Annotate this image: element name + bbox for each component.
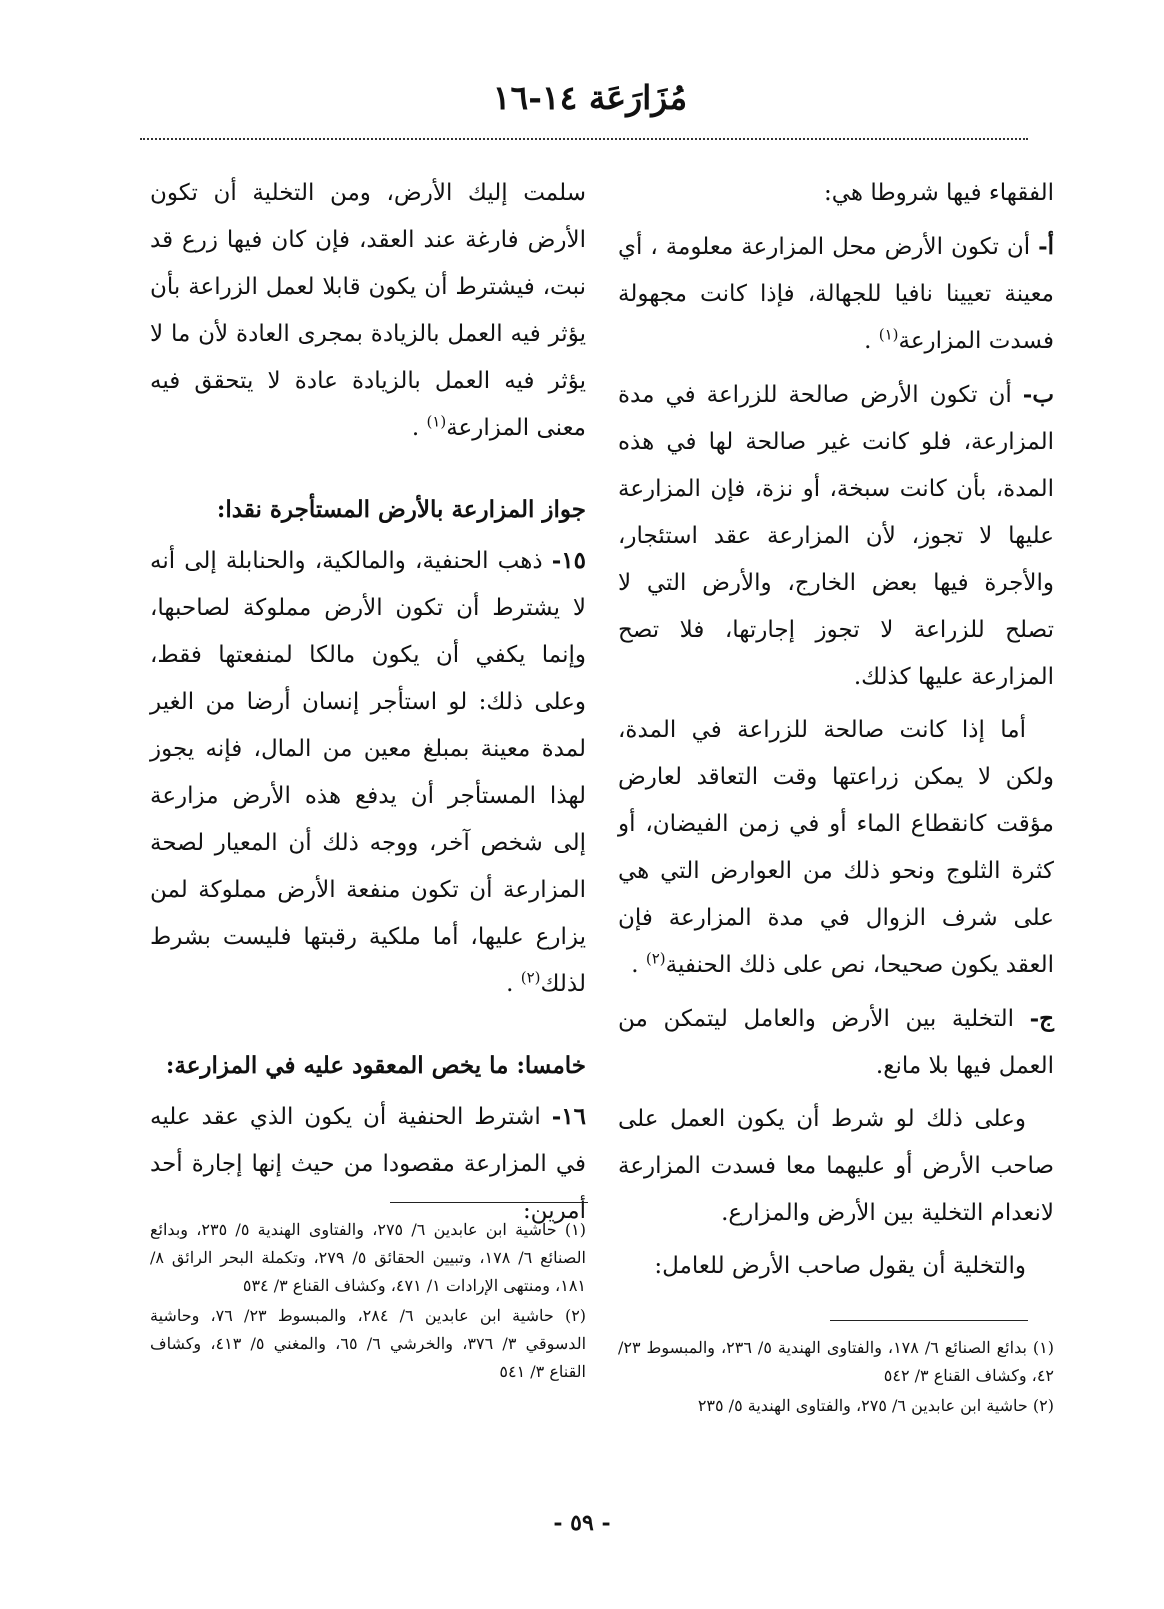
footnote-ref: (١) (426, 412, 447, 431)
page-number: - ٥٩ - (553, 1510, 611, 1536)
footnote-rule-left (390, 1202, 588, 1203)
right-column (618, 170, 1054, 1296)
paragraph-text: سلمت إليك الأرض، ومن التخلية أن تكون الأرض فارغة عند العقد، فإن كان فيها زرع قد نبت، فيشترط أن يكون قابلا لعمل الزراعة بأن يؤثر فيه العمل بالزيادة بمجرى العادة لأن ما لا يؤثر فيه العمل بالزيادة عادة لا يتحقق فيه معنى المزارعة (150, 180, 586, 441)
running-header: مُزَارَعَة ١٤-١٦ (492, 78, 688, 117)
footnote: (١) حاشية ابن عابدين ٦/ ٢٧٥، والفتاوى الهندية ٥/ ٢٣٥، وبدائع الصنائع ٦/ ١٧٨، وتبيين الحقائق ٥/ ٢٧٩، وتكملة البحر الرائق ٨/ ١٨١، ومنتهى الإرادات ١/ ٤٧١، وكشاف القناع ٣/ ٥٣٤ (150, 1220, 587, 1295)
paragraph-text: أن تكون الأرض صالحة للزراعة في مدة المزارعة، فلو كانت غير صالحة لها في هذه المدة، بأن كانت سبخة، أو نزة، فإن المزارعة عليها لا تجوز، لأن المزارعة عقد استئجار، والأجرة فيها بعض الخارج، والأرض التي لا تصلح للزراعة لا تجوز إجارتها، فلا تصح المزارعة عليها كذلك. (618, 382, 1054, 690)
paragraph (618, 1096, 1054, 1237)
paragraph-text: أن تكون الأرض محل المزارعة معلومة ، أي معينة تعيينا نافيا للجهالة، فإذا كانت مجهولة فسدت المزارعة (618, 234, 1054, 354)
punctuation: . (411, 415, 427, 441)
item-number: ١٦- (551, 1103, 586, 1130)
item-label: ج- (1029, 1005, 1054, 1032)
paragraph-text: وعلى ذلك لو شرط أن يكون العمل على صاحب الأرض أو عليهما معا فسدت المزارعة لانعدام التخلية بين الأرض والمزارع. (618, 1106, 1054, 1226)
paragraph-text: التخلية بين الأرض والعامل ليتمكن من العمل فيها بلا مانع. (618, 1006, 1054, 1079)
paragraph (618, 707, 1054, 989)
left-column (150, 170, 586, 1241)
paragraph (618, 1243, 1054, 1290)
paragraph-text: والتخلية أن يقول صاحب الأرض للعامل: (654, 1253, 1026, 1279)
paragraph-text: أما إذا كانت صالحة للزراعة في المدة، ولكن لا يمكن زراعتها وقت التعاقد لعارض مؤقت كانقطاع الماء أو في زمن الفيضان، أو كثرة الثلوج ونحو ذلك من العوارض التي هي على شرف الزوال في مدة المزارعة فإن العقد يكون صحيحا، نص على ذلك الحنفية (618, 717, 1054, 978)
paragraph (618, 371, 1054, 701)
paragraph-text: الفقهاء فيها شروطا هي: (824, 180, 1054, 206)
item-label: ب- (1022, 381, 1054, 408)
punctuation: . (506, 971, 521, 997)
footnote: (٢) حاشية ابن عابدين ٦/ ٢٨٤، والمبسوط ٢٣/ ٧٦، وحاشية الدسوقي ٣/ ٣٧٦، والخرشي ٦/ ٦٥، والمغني ٥/ ٤١٣، وكشاف القناع ٣/ ٥٤١ (150, 1306, 587, 1381)
footnote: (١) بدائع الصنائع ٦/ ١٧٨، والفتاوى الهندية ٥/ ٢٣٦، والمبسوط ٢٣/ ٤٢، وكشاف القناع ٣/ ٥٤٢ (618, 1338, 1054, 1385)
item-label: أ- (1038, 233, 1054, 260)
paragraph (618, 995, 1054, 1090)
punctuation: . (864, 328, 879, 354)
paragraph (150, 537, 586, 1008)
item-number: ١٥- (551, 547, 586, 574)
section-heading: خامسا: ما يخص المعقود عليه في المزارعة: (165, 1052, 586, 1079)
footnote-rule-right (830, 1320, 1028, 1321)
section-heading: جواز المزارعة بالأرض المستأجرة نقدا: (216, 496, 586, 523)
header-dotted-rule (140, 138, 1028, 140)
punctuation: . (631, 952, 646, 978)
paragraph (618, 223, 1054, 365)
footnote-ref: (٢) (520, 968, 541, 987)
footnote-ref: (٢) (645, 949, 666, 968)
footnotes-right (618, 1334, 1054, 1422)
paragraph (150, 1093, 586, 1235)
footnote: (٢) حاشية ابن عابدين ٦/ ٢٧٥، والفتاوى الهندية ٥/ ٢٣٥ (697, 1396, 1054, 1415)
footnote-ref: (١) (878, 325, 899, 344)
paragraph (150, 170, 586, 452)
paragraph (618, 170, 1054, 217)
footnotes-left (150, 1216, 586, 1388)
paragraph-text: ذهب الحنفية، والمالكية، والحنابلة إلى أنه لا يشترط أن تكون الأرض مملوكة لصاحبها، وإنما يكفي أن يكون مالكا لمنفعتها فقط، وعلى ذلك: لو استأجر إنسان أرضا من الغير لمدة معينة بمبلغ معين من المال، فإنه يجوز لهذا المستأجر أن يدفع هذه الأرض مزارعة إلى شخص آخر، ووجه ذلك أن المعيار لصحة المزارعة أن تكون منفعة الأرض مملوكة لمن يزارع عليها، أما ملكية رقبتها فليست بشرط لذلك (150, 548, 586, 997)
paragraph-text: اشترط الحنفية أن يكون الذي عقد عليه في المزارعة مقصودا من حيث إنها إجارة أحد أمرين: (150, 1104, 586, 1224)
